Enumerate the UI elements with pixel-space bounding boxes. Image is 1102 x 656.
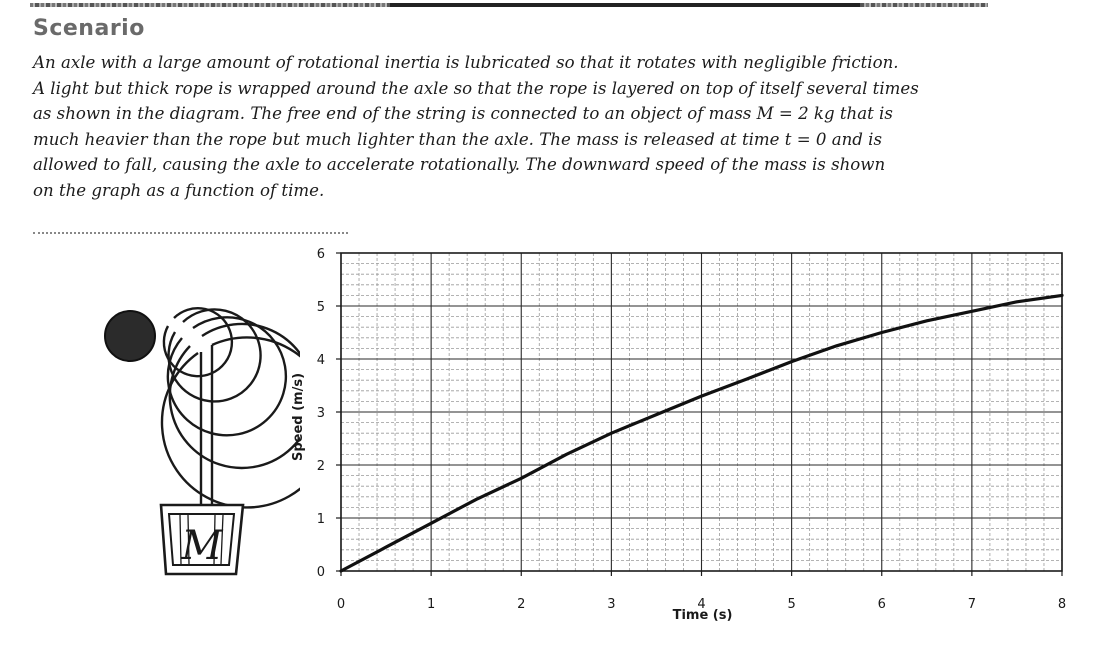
scenario-line: as shown in the diagram. The free end of the string is connected to an object of mass M = 2 kg that is: [33, 104, 893, 124]
x-tick-label: 8: [1057, 597, 1067, 612]
x-tick-label: 5: [787, 597, 796, 612]
x-tick-label: 3: [607, 597, 616, 612]
x-tick-label: 1: [426, 597, 436, 612]
y-axis-ticks: [317, 247, 341, 580]
x-tick-label: 6: [877, 597, 886, 612]
x-axis-ticks: [337, 571, 1066, 612]
x-tick-label: 0: [336, 597, 346, 612]
scenario-line: on the graph as a function of time.: [33, 180, 325, 200]
scenario-line: much heavier than the rope but much lighter than the axle. The mass is released at time t = 0 and is: [33, 129, 883, 149]
scenario-line: A light but thick rope is wrapped around the axle so that the rope is layered on top of itself several times: [33, 78, 919, 98]
mass-label: M: [181, 523, 223, 569]
y-tick-label: 2: [316, 459, 325, 474]
y-axis-title: Speed (m/s): [291, 372, 306, 462]
y-tick-label: 1: [316, 512, 325, 527]
y-tick-label: 4: [316, 353, 325, 368]
y-tick-label: 5: [316, 300, 325, 315]
scenario-heading: Scenario: [33, 16, 145, 41]
x-tick-label: 7: [967, 597, 977, 612]
y-tick-label: 6: [316, 247, 325, 262]
y-tick-label: 3: [316, 406, 325, 421]
x-tick-label: 4: [697, 597, 706, 612]
y-tick-label: 0: [316, 565, 325, 580]
scenario-line: allowed to fall, causing the axle to accelerate rotationally. The downward speed of the mass is shown: [33, 155, 886, 175]
scenario-line: An axle with a large amount of rotational inertia is lubricated so that it rotates with negligible friction.: [33, 53, 899, 72]
x-axis-title: Time (s): [672, 608, 733, 623]
x-tick-label: 2: [517, 597, 526, 612]
